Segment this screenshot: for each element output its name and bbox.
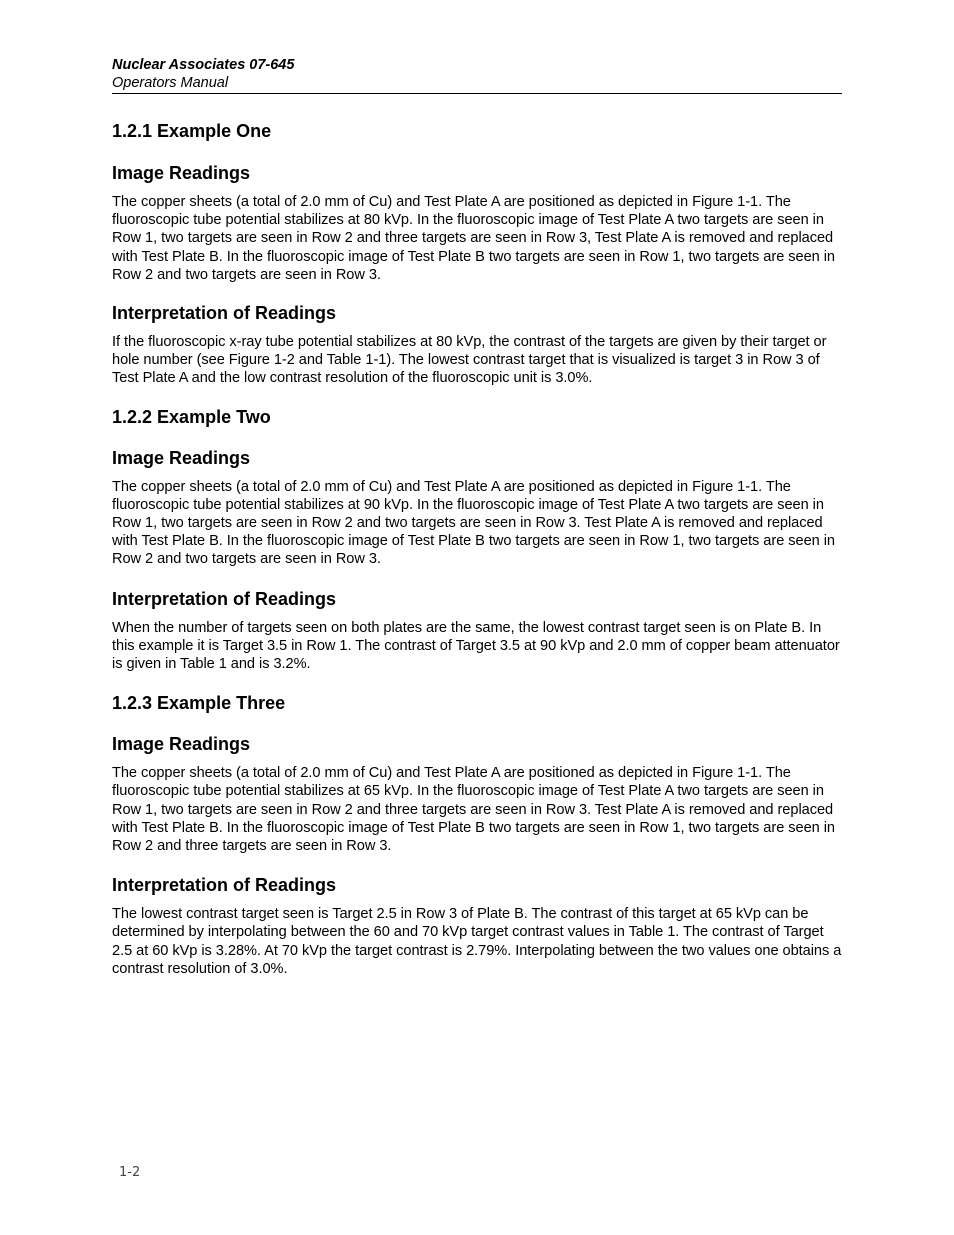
section-heading-example-three: 1.2.3 Example Three xyxy=(112,693,286,714)
image-readings-heading: Image Readings xyxy=(112,734,251,755)
interpretation-paragraph: The lowest contrast target seen is Target 2.5 in Row 3 of Plate B. The contrast of this target at 65 kVp can be determined by interpolating between the 60 and 70 kVp target contrast values in Table 1. The contrast of Target 2.5 at 60 kVp is 3.28%. At 70 kVp the target contrast is 2.79%. Interpolating between the two values one obtains a contrast resolution of 3.0%. xyxy=(112,906,842,977)
interpretation-heading: Interpretation of Readings xyxy=(112,303,337,324)
page-number: 1-2 xyxy=(119,1165,141,1180)
interpretation-paragraph: When the number of targets seen on both plates are the same, the lowest contrast target seen is on Plate B. In this example it is Target 3.5 in Row 1. The contrast of Target 3.5 at 90 kVp and 2.0 mm of copper beam attenuator is given in Table 1 and is 3.2%. xyxy=(112,619,840,673)
document-title: Nuclear Associates 07-645 xyxy=(112,57,295,73)
section-heading-example-two: 1.2.2 Example Two xyxy=(112,406,271,427)
image-readings-paragraph: The copper sheets (a total of 2.0 mm of Cu) and Test Plate A are positioned as depicted in Figure 1-1. The fluoroscopic tube potential stabilizes at 90 kVp. In the fluoroscopic image of Test Plate A two targets are seen in Row 1, two targets are seen in Row 2 and two targets are seen in Row 3. Test Plate A is removed and replaced with Test Plate B. In the fluoroscopic image of Test Plate B two targets are seen in Row 1, two targets are seen in Row 2 and two targets are seen in Row 3. xyxy=(112,478,835,568)
image-readings-paragraph: The copper sheets (a total of 2.0 mm of Cu) and Test Plate A are positioned as depicted in Figure 1-1. The fluoroscopic tube potential stabilizes at 65 kVp. In the fluoroscopic image of Test Plate A two targets are seen in Row 1, two targets are seen in Row 2 and three targets are seen in Row 3. Test Plate A is removed and replaced with Test Plate B. In the fluoroscopic image of Test Plate B two targets are seen in Row 1, two targets are seen in Row 2 and three targets are seen in Row 3. xyxy=(112,765,835,855)
interpretation-heading: Interpretation of Readings xyxy=(112,588,337,609)
document-subtitle: Operators Manual xyxy=(112,75,229,91)
section-heading-example-one: 1.2.1 Example One xyxy=(112,121,272,141)
interpretation-paragraph: If the fluoroscopic x-ray tube potential stabilizes at 80 kVp, the contrast of the targets are given by their target or hole number (see Figure 1-2 and Table 1-1). The lowest contrast target that is visualized is target 3 in Row 3 of Test Plate A and the low contrast resolution of the fluoroscopic unit is 3.0%. xyxy=(112,334,827,387)
interpretation-heading: Interpretation of Readings xyxy=(112,875,337,896)
image-readings-heading: Image Readings xyxy=(112,163,251,183)
image-readings-heading: Image Readings xyxy=(112,447,251,468)
page-content xyxy=(112,120,844,978)
image-readings-paragraph: The copper sheets (a total of 2.0 mm of Cu) and Test Plate A are positioned as depicted in Figure 1-1. The fluoroscopic tube potential stabilizes at 80 kVp. In the fluoroscopic image of Test Plate A two targets are seen in Row 1, two targets are seen in Row 2 and three targets are seen in Row 3, Test Plate A is removed and replaced with Test Plate B. In the fluoroscopic image of Test Plate B two targets are seen in Row 1, two targets are seen in Row 2 and two targets are seen in Row 3. xyxy=(112,194,835,283)
page-header xyxy=(112,56,842,94)
